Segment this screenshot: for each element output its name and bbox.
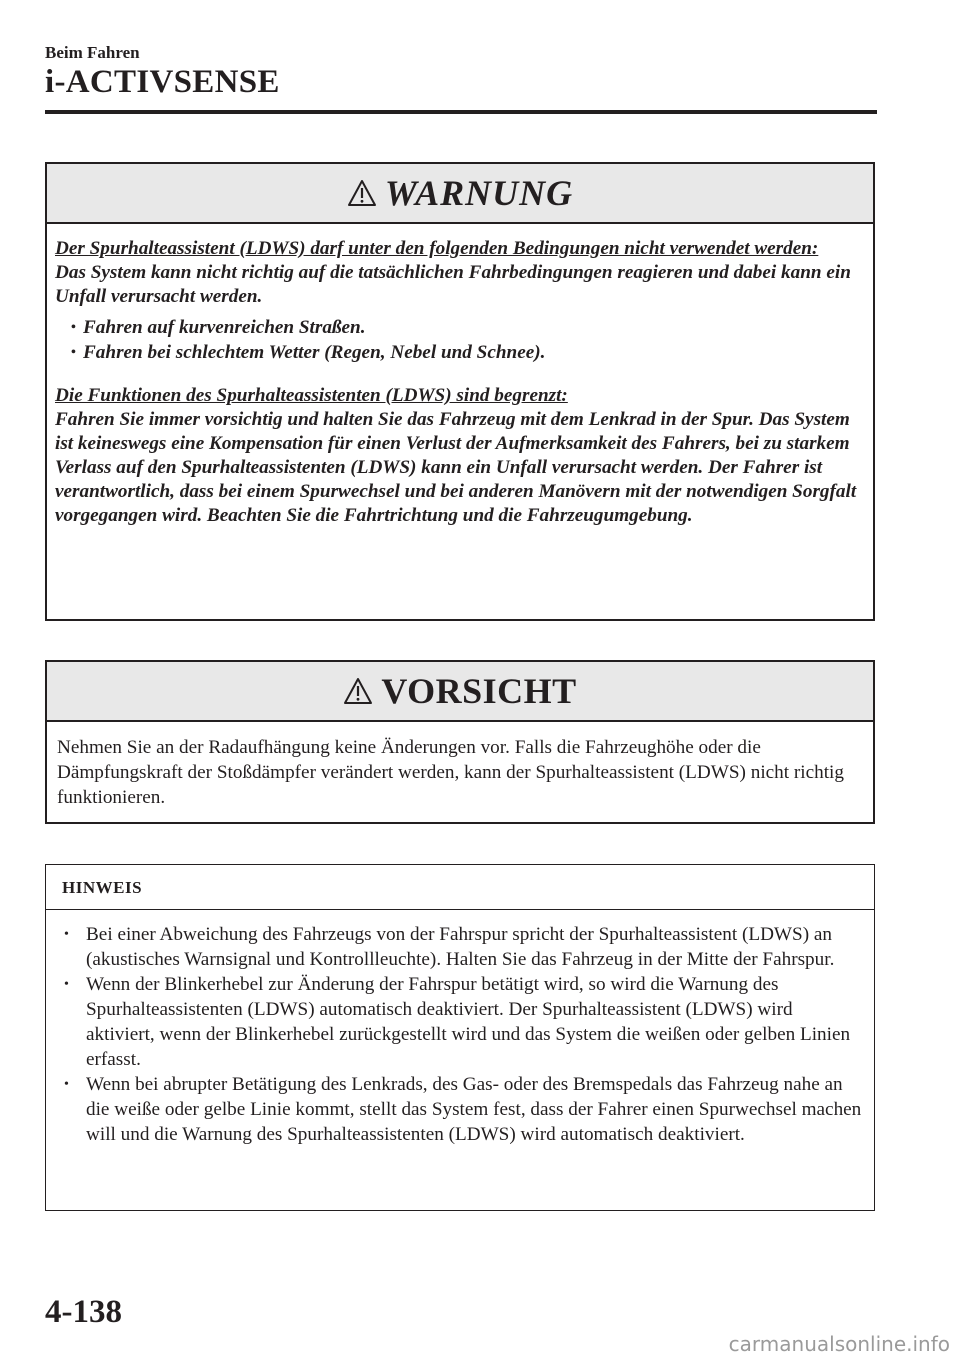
warning-text-limits: Fahren Sie immer vorsichtig und halten Sie das Fahrzeug mit dem Lenkrad in der Spur. Das System ist keineswegs eine Kompensation für einen Verlust der Aufmerksamkeit des Fahrers, bei zu starkem Verlass auf den Spurhalteassistenten (LDWS) kann ein Unfall verursacht werden. Der Fahrer ist verantwortlich, dass bei einem Spurwechsel und bei anderen Manövern mit der notwendigen Sorgfalt vorgegangen wird. Beachten Sie die Fahrtrichtung und die Fahrzeugumgebung. — [55, 409, 857, 526]
caution-text: Nehmen Sie an der Radaufhängung keine Änderungen vor. Falls die Fahrzeughöhe oder die Dämpfungskraft der Stoßdämpfer verändert werden, kann der Spurhalteassistent (LDWS) nicht richtig funktionieren. — [57, 737, 844, 808]
warning-text-conditions: Das System kann nicht richtig auf die tatsächlichen Fahrbedingungen reagieren und dabei kann ein Unfall verursacht werden. — [55, 262, 851, 307]
caution-title: VORSICHT — [381, 671, 577, 711]
header-rule — [45, 110, 877, 114]
page-number: 4-138 — [45, 1294, 122, 1330]
note-title: HINWEIS — [46, 865, 874, 910]
warning-heading-limits: Die Funktionen des Spurhalteassistenten (LDWS) sind begrenzt: — [55, 385, 568, 406]
list-item: • Wenn bei abrupter Betätigung des Lenkrads, des Gas- oder des Bremspedals das Fahrzeug nahe an die weiße oder gelbe Linie kommt, stellt das System fest, dass der Fahrer einen Spurwechsel machen will und die Warnung des Spurhalteassistenten (LDWS) wird automatisch deaktiviert. — [58, 1072, 864, 1147]
note-body — [46, 910, 874, 1147]
list-item: • Fahren bei schlechtem Wetter (Regen, Nebel und Schnee). — [71, 341, 865, 365]
warning-title: WARNUNG — [384, 173, 574, 213]
note-list — [58, 922, 864, 1147]
section-label: Beim Fahren — [45, 43, 140, 62]
caution-box — [45, 660, 875, 824]
caution-body — [47, 722, 873, 810]
warning-header — [47, 164, 873, 224]
list-item: • Wenn der Blinkerhebel zur Änderung der Fahrspur betätigt wird, so wird die Warnung des Spurhalteassistenten (LDWS) automatisch deaktiviert. Der Spurhalteassistent (LDWS) wird aktiviert, wenn der Blinkerhebel zurückgestellt wird und das System die weißen oder gelben Linien erfasst. — [58, 972, 864, 1072]
warning-bullet-list — [55, 316, 865, 365]
chapter-title: i-ACTIVSENSE — [45, 64, 280, 100]
caution-header — [47, 662, 873, 722]
warning-triangle-icon — [347, 179, 377, 207]
warning-box — [45, 162, 875, 621]
watermark: carmanualsonline.info — [728, 1332, 950, 1356]
warning-triangle-icon — [343, 677, 373, 705]
page-header — [45, 44, 877, 100]
warning-heading-conditions: Der Spurhalteassistent (LDWS) darf unter den folgenden Bedingungen nicht verwendet werden: — [55, 238, 819, 259]
note-box — [45, 864, 875, 1211]
list-item: • Fahren auf kurvenreichen Straßen. — [71, 316, 865, 340]
warning-body — [47, 224, 873, 528]
list-item: • Bei einer Abweichung des Fahrzeugs von der Fahrspur spricht der Spurhalteassistent (LDWS) an (akustisches Warnsignal und Kontrollleuchte). Halten Sie das Fahrzeug in der Mitte der Fahrspur. — [58, 922, 864, 972]
